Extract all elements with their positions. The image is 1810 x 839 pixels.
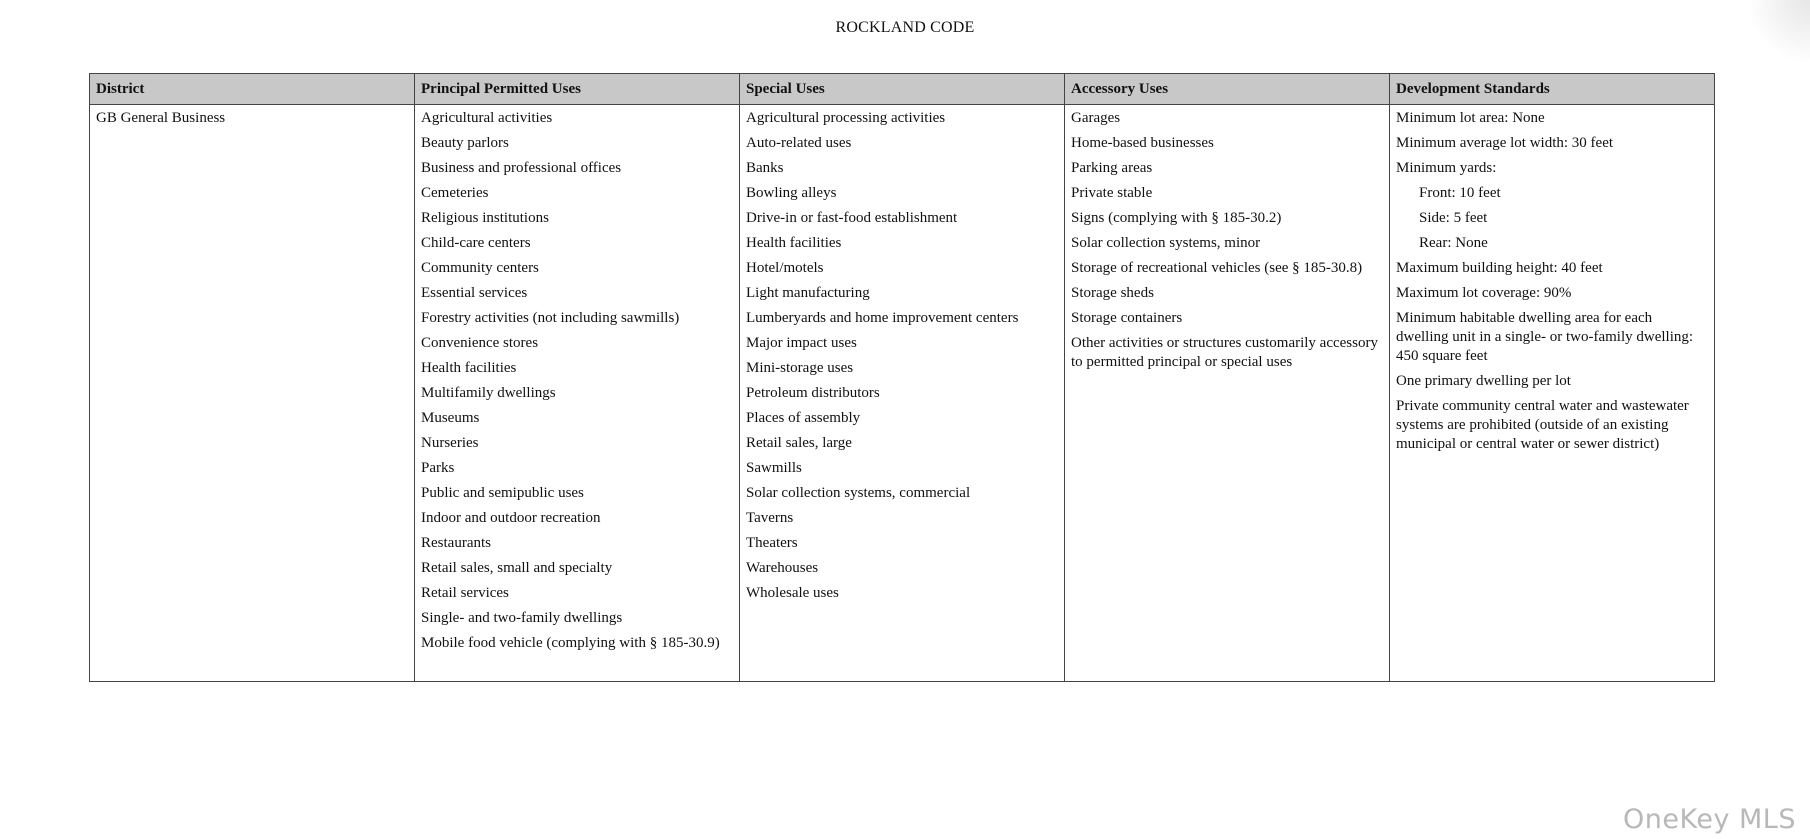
zoning-table	[89, 73, 1715, 682]
special-use-item: Mini-storage uses	[746, 360, 854, 376]
accessory-use-item: Storage of recreational vehicles (see § 185-30.8)	[1071, 260, 1363, 276]
special-use-item: Drive-in or fast-food establishment	[746, 210, 958, 226]
development-standards-list	[1396, 109, 1708, 454]
principal-use-item: Indoor and outdoor recreation	[421, 510, 601, 526]
special-use-item: Retail sales, large	[746, 435, 852, 451]
principal-use-item: Cemeteries	[421, 185, 489, 201]
principal-uses-list	[421, 109, 733, 653]
development-standard-item: Minimum habitable dwelling area for each dwelling unit in a single- or two-family dwelling: 450 square feet	[1396, 310, 1694, 364]
principal-uses-cell	[415, 105, 740, 682]
header-district: District	[90, 74, 415, 105]
watermark-logo: OneKey MLS	[1623, 804, 1796, 835]
accessory-use-item: Other activities or structures customarily accessory to permitted principal or special uses	[1071, 335, 1378, 370]
special-use-item: Banks	[746, 160, 784, 176]
accessory-uses-list	[1071, 109, 1383, 372]
principal-use-item: Public and semipublic uses	[421, 485, 584, 501]
document-title: ROCKLAND CODE	[835, 19, 975, 36]
special-use-item: Auto-related uses	[746, 135, 852, 151]
district-cell	[90, 105, 415, 682]
development-standard-item: Minimum yards:	[1396, 160, 1497, 176]
special-use-item: Warehouses	[746, 560, 819, 576]
principal-use-item: Essential services	[421, 285, 528, 301]
special-use-item: Petroleum distributors	[746, 385, 880, 401]
accessory-use-item: Parking areas	[1071, 160, 1153, 176]
special-use-item: Solar collection systems, commercial	[746, 485, 971, 501]
principal-use-item: Health facilities	[421, 360, 517, 376]
principal-use-item: Agricultural activities	[421, 110, 553, 126]
principal-use-item: Retail sales, small and specialty	[421, 560, 613, 576]
header-special-uses: Special Uses	[740, 74, 1065, 105]
development-standard-item: Maximum lot coverage: 90%	[1396, 285, 1572, 301]
special-uses-cell	[740, 105, 1065, 682]
header-accessory-uses: Accessory Uses	[1065, 74, 1390, 105]
table-row	[90, 105, 1715, 682]
principal-use-item: Business and professional offices	[421, 160, 622, 176]
development-standard-item: Maximum building height: 40 feet	[1396, 260, 1603, 276]
principal-use-item: Multifamily dwellings	[421, 385, 556, 401]
principal-use-item: Child-care centers	[421, 235, 531, 251]
principal-use-item: Forestry activities (not including sawmills)	[421, 310, 680, 326]
principal-use-item: Community centers	[421, 260, 539, 276]
principal-use-item: Museums	[421, 410, 480, 426]
special-use-item: Agricultural processing activities	[746, 110, 946, 126]
special-use-item: Theaters	[746, 535, 798, 551]
principal-use-item: Restaurants	[421, 535, 491, 551]
accessory-use-item: Private stable	[1071, 185, 1153, 201]
principal-use-item: Convenience stores	[421, 335, 539, 351]
special-use-item: Light manufacturing	[746, 285, 870, 301]
accessory-use-item: Storage sheds	[1071, 285, 1154, 301]
principal-use-item: Retail services	[421, 585, 509, 601]
accessory-uses-cell	[1065, 105, 1390, 682]
accessory-use-item: Solar collection systems, minor	[1071, 235, 1261, 251]
table-header-row	[90, 74, 1715, 105]
principal-use-item: Parks	[421, 460, 455, 476]
special-use-item: Taverns	[746, 510, 794, 526]
header-principal-uses: Principal Permitted Uses	[415, 74, 740, 105]
principal-use-item: Single- and two-family dwellings	[421, 610, 623, 626]
development-standard-item: One primary dwelling per lot	[1396, 373, 1571, 389]
development-standard-item: Private community central water and wastewater systems are prohibited (outside of an existing municipal or central water or sewer district)	[1396, 398, 1689, 452]
special-use-item: Bowling alleys	[746, 185, 837, 201]
principal-use-item: Nurseries	[421, 435, 479, 451]
special-use-item: Hotel/motels	[746, 260, 824, 276]
district-name: GB General Business	[96, 110, 226, 126]
development-standard-item: Side: 5 feet	[1419, 210, 1488, 226]
development-standard-item: Rear: None	[1419, 235, 1488, 251]
special-uses-list	[746, 109, 1058, 603]
special-use-item: Major impact uses	[746, 335, 857, 351]
special-use-item: Places of assembly	[746, 410, 861, 426]
accessory-use-item: Storage containers	[1071, 310, 1183, 326]
accessory-use-item: Signs (complying with § 185-30.2)	[1071, 210, 1282, 226]
special-use-item: Wholesale uses	[746, 585, 839, 601]
development-standards-cell	[1390, 105, 1715, 682]
special-use-item: Sawmills	[746, 460, 802, 476]
principal-use-item: Religious institutions	[421, 210, 549, 226]
principal-use-item: Beauty parlors	[421, 135, 509, 151]
special-use-item: Lumberyards and home improvement centers	[746, 310, 1019, 326]
development-standard-item: Minimum lot area: None	[1396, 110, 1545, 126]
header-development-standards: Development Standards	[1390, 74, 1715, 105]
principal-use-item: Mobile food vehicle (complying with § 185-30.9)	[421, 635, 720, 651]
development-standard-item: Front: 10 feet	[1419, 185, 1501, 201]
special-use-item: Health facilities	[746, 235, 842, 251]
development-standard-item: Minimum average lot width: 30 feet	[1396, 135, 1614, 151]
accessory-use-item: Garages	[1071, 110, 1121, 126]
accessory-use-item: Home-based businesses	[1071, 135, 1214, 151]
